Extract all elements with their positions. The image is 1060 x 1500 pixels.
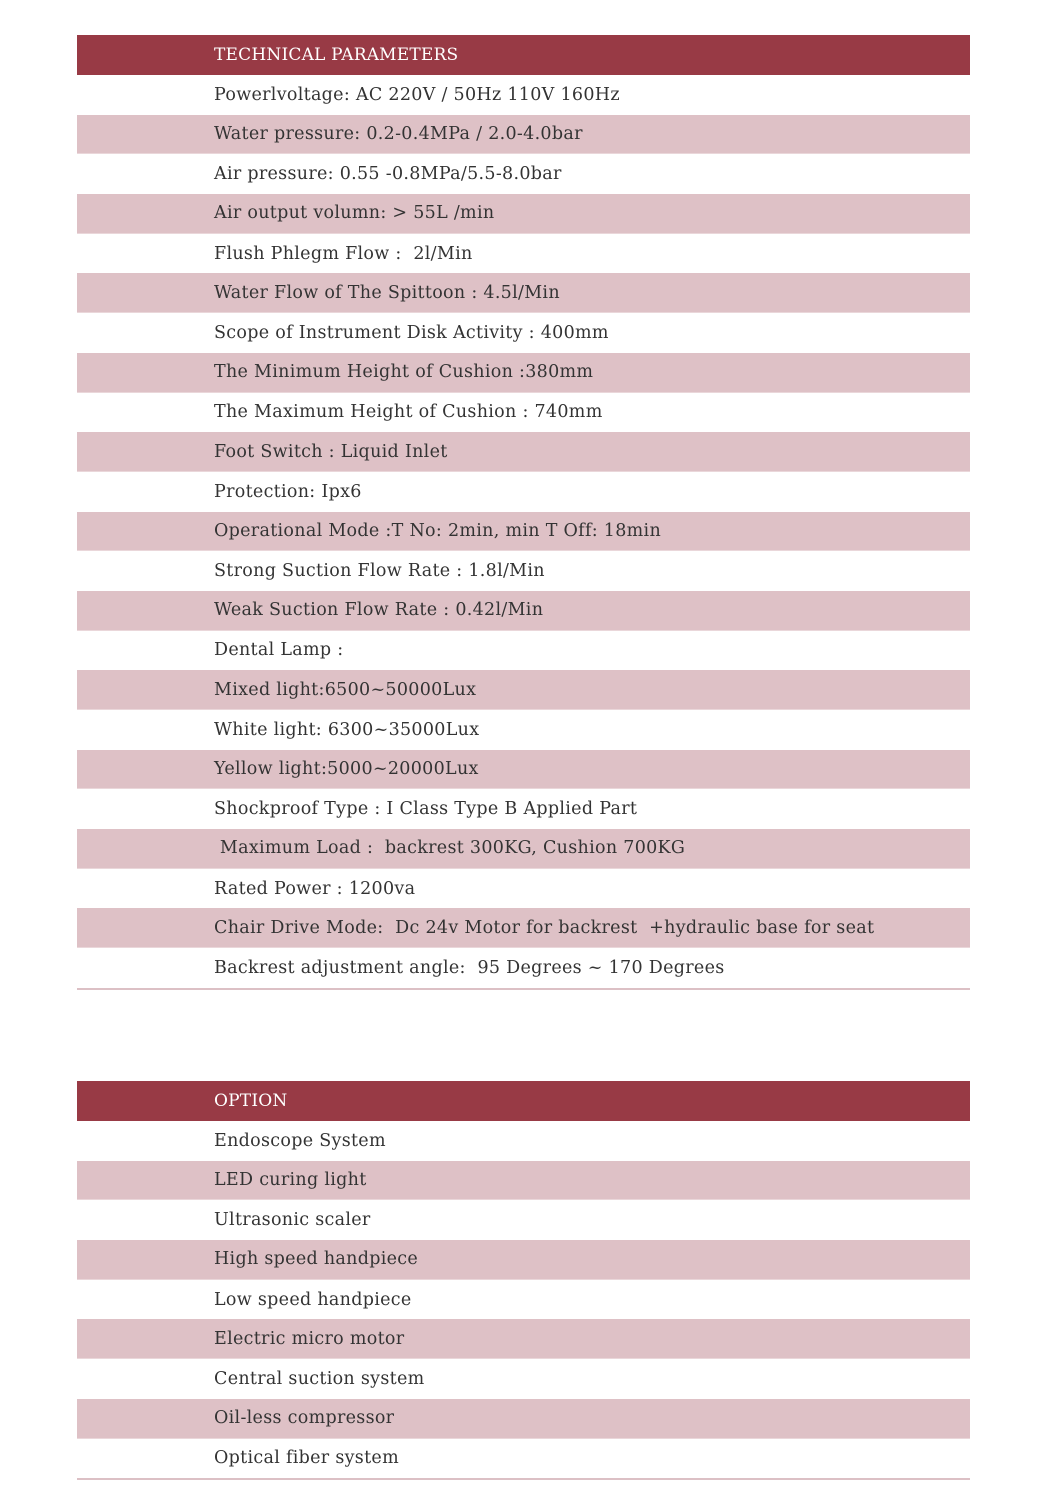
option-header: OPTION xyxy=(77,1081,970,1121)
table-row: High speed handpiece xyxy=(77,1240,970,1280)
table-row: The Minimum Height of Cushion :380mm xyxy=(77,353,970,393)
table-row: Air pressure: 0.55 -0.8MPa/5.5-8.0bar xyxy=(214,164,562,185)
table-row: Protection: Ipx6 xyxy=(214,481,362,502)
table-row: Weak Suction Flow Rate : 0.42l/Min xyxy=(77,591,970,631)
table-row: Water pressure: 0.2-0.4MPa / 2.0-4.0bar xyxy=(77,115,970,155)
table-row: Shockproof Type : I Class Type B Applied Part xyxy=(214,799,638,820)
technical-parameters-table xyxy=(77,35,970,990)
table-row: The Maximum Height of Cushion : 740mm xyxy=(214,402,603,423)
table-row: Optical fiber system xyxy=(214,1448,399,1469)
table-row: White light: 6300~35000Lux xyxy=(214,719,480,740)
table-row: Water Flow of The Spittoon : 4.5l/Min xyxy=(77,273,970,313)
table-row: Backrest adjustment angle: 95 Degrees ~ 170 Degrees xyxy=(214,957,725,978)
table-row: Operational Mode :T No: 2min, min T Off: 18min xyxy=(77,512,970,552)
table-row: Maximum Load : backrest 300KG, Cushion 700KG xyxy=(77,829,970,869)
table-row: Mixed light:6500~50000Lux xyxy=(77,670,970,710)
table-row: Oil-less compressor xyxy=(77,1399,970,1439)
table-row: Scope of Instrument Disk Activity : 400mm xyxy=(214,322,609,343)
table-row: Ultrasonic scaler xyxy=(214,1210,371,1231)
option-rows xyxy=(77,1121,970,1480)
table-row: Powerlvoltage: AC 220V / 50Hz 110V 160Hz xyxy=(214,84,620,105)
table-row: Air output volumn: > 55L /min xyxy=(77,194,970,234)
table-row: Dental Lamp : xyxy=(214,640,344,661)
technical-parameters-rows xyxy=(77,75,970,990)
table-row: Chair Drive Mode: Dc 24v Motor for backrest +hydraulic base for seat xyxy=(77,908,970,948)
table-row: Low speed handpiece xyxy=(214,1289,412,1310)
table-row: Strong Suction Flow Rate : 1.8l/Min xyxy=(214,561,545,582)
table-row: Electric micro motor xyxy=(77,1319,970,1359)
table-row: Endoscope System xyxy=(214,1130,386,1151)
table-row: LED curing light xyxy=(77,1161,970,1201)
table-row: Flush Phlegm Flow : 2l/Min xyxy=(214,243,473,264)
table-row: Central suction system xyxy=(214,1368,425,1389)
table-row: Yellow light:5000~20000Lux xyxy=(77,750,970,790)
technical-parameters-header: TECHNICAL PARAMETERS xyxy=(77,35,970,75)
table-row: Rated Power : 1200va xyxy=(214,878,416,899)
option-table xyxy=(77,1081,970,1480)
table-row: Foot Switch : Liquid Inlet xyxy=(77,432,970,472)
